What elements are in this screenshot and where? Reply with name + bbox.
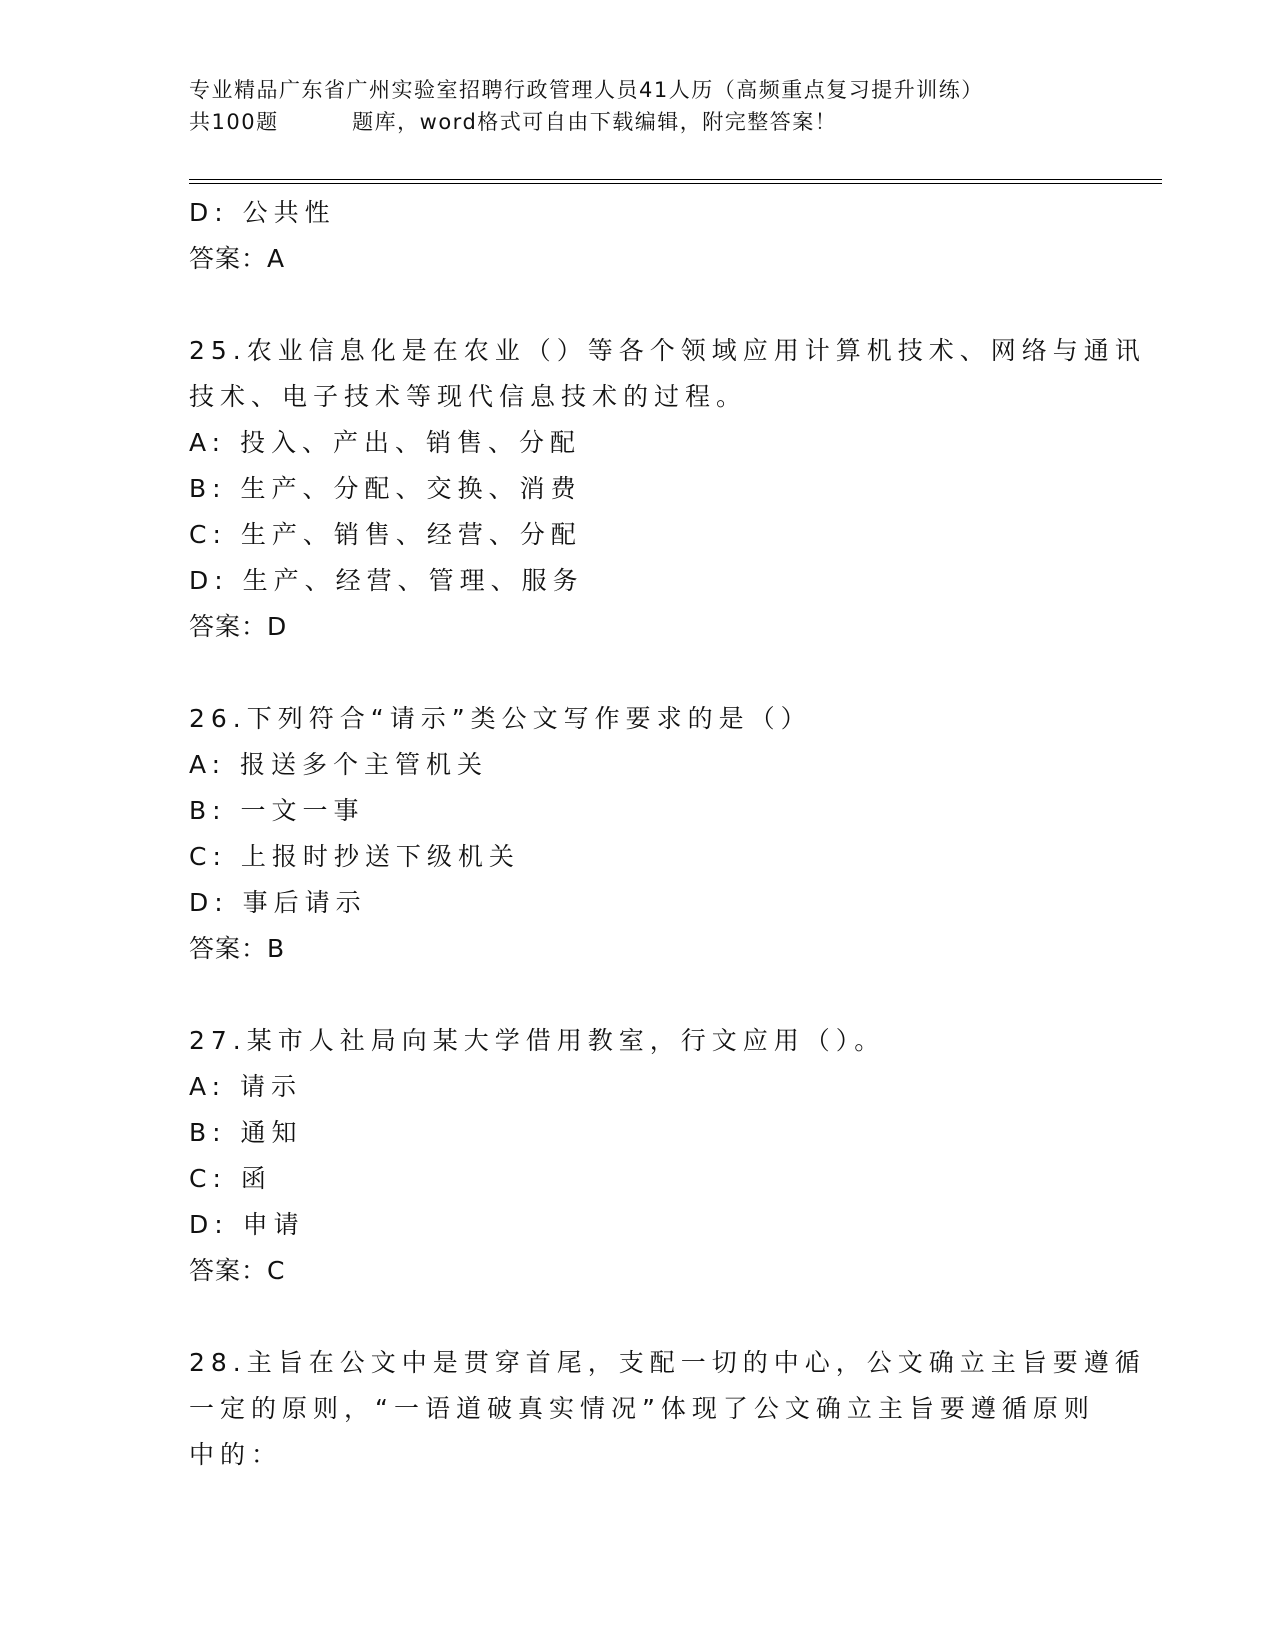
- option-a: A: 请示: [189, 1072, 303, 1101]
- question-list: [189, 190, 1146, 1478]
- option-c: C: 上报时抄送下级机关: [189, 842, 520, 871]
- spacer: [189, 1294, 1089, 1340]
- spacer: [189, 650, 1089, 696]
- question-26: [189, 696, 1089, 972]
- question-text-line: 技术、电子技术等现代信息技术的过程。: [189, 382, 748, 411]
- question-24-tail: [189, 190, 1089, 282]
- question-text-line: 25.农业信息化是在农业（）等各个领域应用计算机技术、网络与通讯: [189, 336, 1146, 365]
- question-25: [189, 328, 1146, 650]
- option-b: B: 生产、分配、交换、消费: [189, 474, 582, 503]
- question-text-line: 28.主旨在公文中是贯穿首尾，支配一切的中心，公文确立主旨要遵循: [189, 1348, 1146, 1377]
- header-title-line-1: 专业精品广东省广州实验室招聘行政管理人员41人历（高频重点复习提升训练）: [189, 78, 984, 102]
- option-a: A: 报送多个主管机关: [189, 750, 489, 779]
- answer-line: 答案：B: [189, 934, 286, 963]
- question-text-line: 26.下列符合“请示”类公文写作要求的是（）: [189, 704, 812, 733]
- question-text-line: 中的：: [189, 1440, 283, 1469]
- question-27: [189, 1018, 1089, 1294]
- page-header: [189, 74, 1089, 138]
- option-b: B: 通知: [189, 1118, 303, 1147]
- header-divider-top: [189, 179, 1162, 180]
- question-text-line: 27.某市人社局向某大学借用教室，行文应用（）。: [189, 1026, 886, 1055]
- option-a: A: 投入、产出、销售、分配: [189, 428, 582, 457]
- option-d: D: 申请: [189, 1210, 305, 1239]
- answer-line: 答案：A: [189, 244, 286, 273]
- option-d: D: 公共性: [189, 198, 336, 227]
- spacer: [189, 972, 1089, 1018]
- option-d: D: 生产、经营、管理、服务: [189, 566, 584, 595]
- question-text-line: 一定的原则，“一语道破真实情况”体现了公文确立主旨要遵循原则: [189, 1394, 1095, 1423]
- header-divider-bottom: [189, 183, 1162, 184]
- answer-line: 答案：C: [189, 1256, 286, 1285]
- option-c: C: 函: [189, 1164, 272, 1193]
- option-d: D: 事后请示: [189, 888, 367, 917]
- option-b: B: 一文一事: [189, 796, 365, 825]
- question-28: [189, 1340, 1146, 1478]
- spacer: [189, 282, 1089, 328]
- answer-line: 答案：D: [189, 612, 288, 641]
- header-title-line-2: 共100题 题库，word格式可自由下载编辑，附完整答案！: [189, 110, 838, 134]
- option-c: C: 生产、销售、经营、分配: [189, 520, 582, 549]
